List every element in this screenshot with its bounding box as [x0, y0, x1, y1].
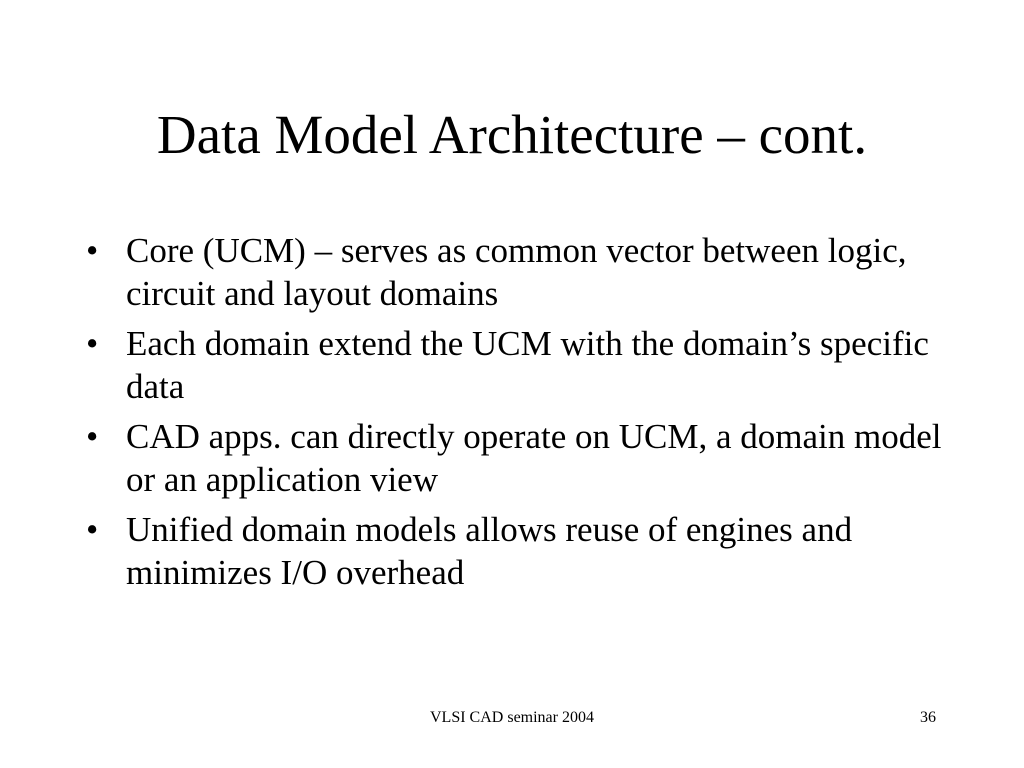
bullet-text-1: Core (UCM) – serves as common vector between logic, circuit and layout domains	[126, 231, 907, 313]
bullet-item-3	[86, 415, 946, 501]
page-number: 36	[920, 709, 936, 726]
bullet-text-4: Unified domain models allows reuse of engines and minimizes I/O overhead	[126, 510, 853, 592]
bullet-dot-icon: •	[86, 510, 99, 549]
bullet-text-3: CAD apps. can directly operate on UCM, a domain model or an application view	[126, 417, 942, 499]
bullet-item-1	[86, 229, 946, 315]
bullet-dot-icon: •	[86, 231, 99, 270]
bullet-item-4	[86, 508, 946, 594]
bullet-dot-icon: •	[86, 417, 99, 456]
bullet-list	[86, 229, 946, 601]
bullet-item-2	[86, 322, 946, 408]
footer-text: VLSI CAD seminar 2004	[430, 709, 594, 726]
slide-title: Data Model Architecture – cont.	[156, 104, 868, 165]
bullet-dot-icon: •	[86, 324, 99, 363]
bullet-text-2: Each domain extend the UCM with the domain’s specific data	[126, 324, 929, 406]
